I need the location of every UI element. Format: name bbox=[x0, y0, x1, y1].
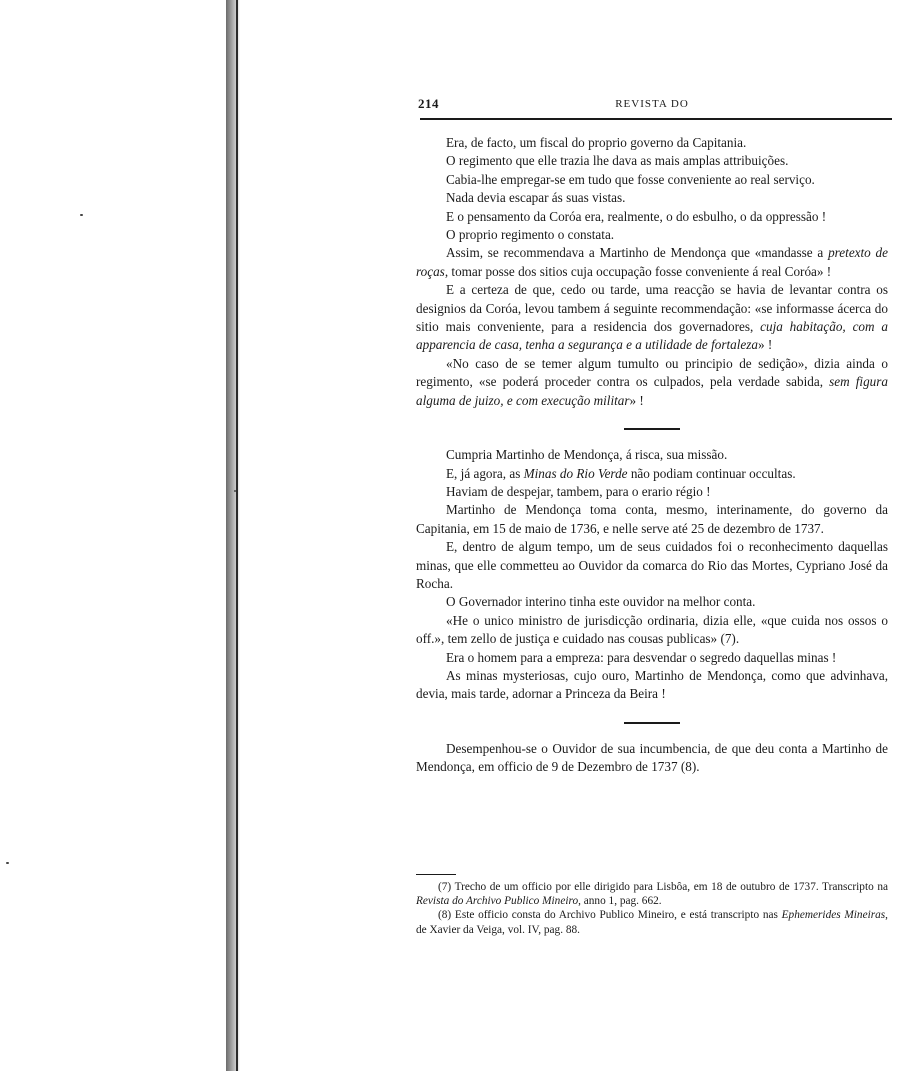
paragraph bbox=[416, 281, 888, 355]
paragraph: «He o unico ministro de jurisdicção ordinaria, dizia elle, «que cuida nos ossos o off.», tem zello de justiça e cuidado nas cousas publicas» (7). bbox=[416, 612, 888, 647]
paragraph bbox=[416, 355, 888, 410]
paragraph bbox=[416, 244, 888, 281]
paragraph bbox=[416, 465, 888, 483]
footnote-text: , anno 1, pag. 662. bbox=[578, 895, 662, 908]
paragraph-text: não podiam continuar occultas. bbox=[627, 465, 796, 481]
paragraph: E, dentro de algum tempo, um de seus cuidados foi o reconhecimento daquellas minas, que elle commetteu ao Ouvidor da comarca do Rio das Mortes, Cypriano José da Rocha. bbox=[416, 539, 888, 591]
paper-speck bbox=[6, 862, 9, 864]
paragraph: Nada devia escapar ás suas vistas. bbox=[446, 190, 626, 206]
paragraph: As minas mysteriosas, cujo ouro, Martinho de Mendonça, como que advinhava, devia, mais tarde, adornar a Princeza da Beira ! bbox=[416, 667, 888, 702]
italic-phrase: pretexto de roças bbox=[416, 245, 888, 279]
footnote-text: , de Xavier da Veiga, vol. IV, pag. 88. bbox=[416, 909, 888, 936]
italic-phrase: Revista do Archivo Publico Mineiro bbox=[416, 895, 579, 908]
italic-phrase: Minas do Rio Verde bbox=[523, 465, 628, 481]
paragraph: Era, de facto, um fiscal do proprio governo da Capitania. bbox=[446, 135, 747, 150]
paragraph-text: » ! bbox=[629, 392, 644, 408]
footnote bbox=[416, 880, 888, 908]
paragraph: Cumpria Martinho de Mendonça, á risca, sua missão. bbox=[446, 447, 728, 463]
paragraph-text: «No caso de se temer algum tumulto ou principio de sedição», dizia ainda o regimento, «se poderá proceder contra os culpados, pela verdade sabida, bbox=[416, 355, 888, 390]
section-separator bbox=[624, 722, 680, 724]
footnote bbox=[416, 908, 888, 936]
paragraph-text: Assim, se recommendava a Martinho de Mendonça que «mandasse a bbox=[446, 245, 829, 261]
paragraph: O Governador interino tinha este ouvidor na melhor conta. bbox=[446, 594, 756, 610]
header-rule bbox=[420, 118, 892, 120]
footnotes bbox=[416, 880, 888, 937]
paragraph: E o pensamento da Coróa era, realmente, o do esbulho, o da oppressão ! bbox=[446, 208, 827, 224]
binding-gutter-line bbox=[236, 0, 238, 1071]
paragraph: Era o homem para a empreza: para desvendar o segredo daquellas minas ! bbox=[446, 649, 837, 665]
paragraph: Desempenhou-se o Ouvidor de sua incumbencia, de que deu conta a Martinho de Mendonça, em officio de 9 de Dezembro de 1737 (8). bbox=[416, 740, 888, 775]
paragraph: Martinho de Mendonça toma conta, mesmo, interinamente, do governo da Capitania, em 15 de maio de 1736, e nelle serve até 25 de dezembro de 1737. bbox=[416, 502, 888, 536]
italic-phrase: sem figura alguma de juizo, e com execução militar bbox=[416, 374, 888, 408]
body-text bbox=[416, 134, 888, 777]
paragraph-text: » ! bbox=[757, 337, 773, 353]
footnote-text: (7) Trecho de um officio por elle dirigido para Lisbôa, em 18 de outubro de 1737. Transcripto na bbox=[438, 881, 888, 893]
paragraph-text: E, já agora, as bbox=[446, 465, 524, 481]
footnote-text: (8) Este officio consta do Archivo Publico Mineiro, e está transcripto nas bbox=[438, 909, 782, 922]
page-header bbox=[414, 90, 890, 110]
paragraph: Haviam de despejar, tambem, para o erario régio ! bbox=[446, 483, 711, 499]
paper-speck bbox=[234, 490, 236, 492]
page-number: 214 bbox=[418, 96, 439, 111]
running-title: REVISTA DO bbox=[615, 98, 689, 110]
paragraph-text: , tomar posse dos sitios cuja occupação fosse conveniente á real Coróa» ! bbox=[444, 263, 832, 279]
section-separator bbox=[624, 428, 680, 430]
italic-phrase: cuja habitação, com a apparencia de casa, tenha a segurança e a utilidade de fortaleza bbox=[416, 319, 888, 353]
paragraph: O proprio regimento o constata. bbox=[446, 227, 615, 243]
footnote-rule bbox=[416, 874, 456, 875]
paragraph: O regimento que elle trazia lhe dava as mais amplas attribuições. bbox=[446, 153, 789, 169]
paper-speck bbox=[80, 214, 83, 216]
paragraph-text: E a certeza de que, cedo ou tarde, uma reacção se havia de levantar contra os designios da Coróa, levou tambem á seguinte recommendação: «se informasse ácerca do sitio mais conveniente, para a residencia dos governadores, bbox=[416, 282, 888, 335]
italic-phrase: Ephemerides Mineiras bbox=[781, 909, 886, 922]
paragraph: Cabia-lhe empregar-se em tudo que fosse conveniente ao real serviço. bbox=[446, 171, 815, 187]
